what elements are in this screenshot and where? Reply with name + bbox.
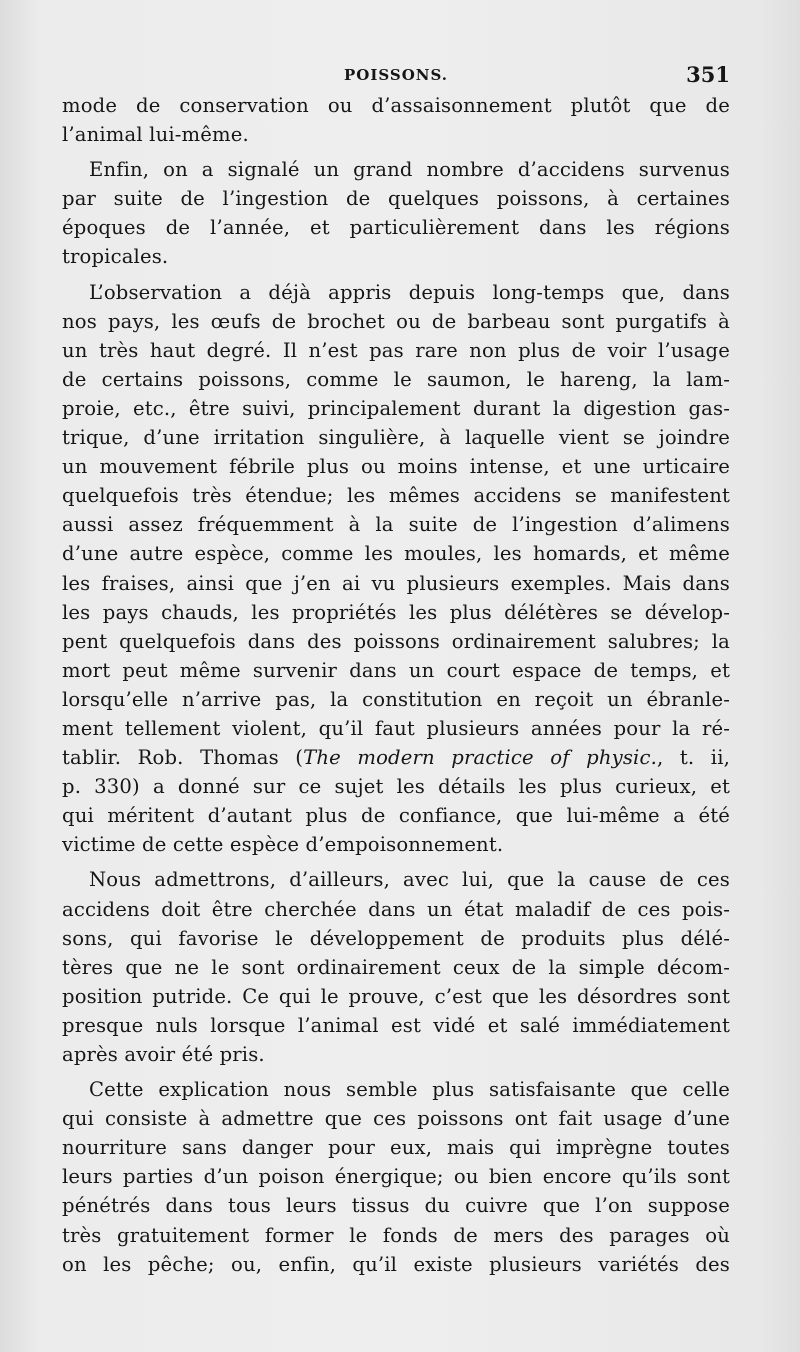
text-line: Cette explication nous semble plus satisfaisante que celle — [89, 1078, 730, 1102]
text-line: quelquefois très étendue; les mêmes accidens se manifestent — [62, 484, 730, 508]
text-line: mort peut même survenir dans un court espace de temps, et — [62, 658, 730, 682]
citation-prefix: tablir. Rob. Thomas ( — [62, 746, 304, 770]
text-line: leurs parties d’un poison énergique; ou bien encore qu’ils sont — [62, 1165, 730, 1189]
text-line: trique, d’une irritation singulière, à laquelle vient se joindre — [62, 426, 730, 450]
text-line: aussi assez fréquemment à la suite de l’ingestion d’alimens — [62, 513, 730, 537]
text-line: p. 330) a donné sur ce sujet les détails les plus curieux, et — [62, 775, 730, 799]
page-number: 351 — [686, 62, 730, 87]
text-line: tères que ne le sont ordinairement ceux de la simple décom- — [62, 955, 730, 979]
text-line: lorsqu’elle n’arrive pas, la constitution en reçoit un ébranle- — [62, 687, 730, 711]
text-line: par suite de l’ingestion de quelques poissons, à certaines — [62, 187, 730, 211]
text-line: proie, etc., être suivi, principalement durant la digestion gas- — [62, 396, 730, 420]
text-line: d’une autre espèce, comme les moules, les homards, et même — [62, 542, 730, 566]
paragraph — [62, 91, 730, 149]
paragraph — [62, 278, 730, 860]
text-line: position putride. Ce qui le prouve, c’est que les désordres sont — [62, 984, 730, 1008]
text-line: qui méritent d’autant plus de confiance, que lui-même a été — [62, 804, 730, 828]
paragraph — [62, 865, 730, 1069]
text-line: les pays chauds, les propriétés les plus délétères se dévelop- — [62, 600, 730, 624]
text-line: de certains poissons, comme le saumon, le hareng, la lam- — [62, 367, 730, 391]
text-line: mode de conservation ou d’assaisonnement plutôt que de — [62, 94, 730, 117]
text-line: les fraises, ainsi que j’en ai vu plusieurs exemples. Mais dans — [62, 571, 730, 595]
text-line: pent quelquefois dans des poissons ordinairement salubres; la — [62, 629, 730, 653]
text-line: presque nuls lorsque l’animal est vidé et salé immédiatement — [62, 1013, 730, 1037]
text-line: accidens doit être cherchée dans un état maladif de ces pois- — [62, 897, 730, 921]
text-line: pénétrés dans tous leurs tissus du cuivre que l’on suppose — [62, 1194, 730, 1218]
paragraph — [62, 155, 730, 271]
text-line: ment tellement violent, qu’il faut plusieurs années pour la ré- — [62, 716, 730, 740]
text-line: nos pays, les œufs de brochet ou de barbeau sont purgatifs à — [62, 309, 730, 333]
text-line: après avoir été pris. — [62, 1043, 265, 1066]
running-title: POISSONS. — [344, 66, 448, 84]
citation-title: The modern practice of physic. — [303, 746, 657, 770]
text-line: Enfin, on a signalé un grand nombre d’accidens survenus — [89, 158, 730, 182]
text-line: Nous admettrons, d’ailleurs, avec lui, que la cause de ces — [89, 868, 730, 892]
text-line: un mouvement fébrile plus ou moins intense, et une urticaire — [62, 455, 730, 479]
text-line: l’animal lui-même. — [62, 123, 249, 147]
text-line: époques de l’année, et particulièrement dans les régions — [62, 216, 730, 240]
text-line: qui consiste à admettre que ces poissons ont fait usage d’une — [62, 1107, 730, 1131]
running-head — [62, 60, 730, 90]
text-line: L’observation a déjà appris depuis long-temps que, dans — [89, 280, 730, 304]
body-text — [62, 91, 730, 1279]
text-line: nourriture sans danger pour eux, mais qui imprègne toutes — [62, 1136, 730, 1160]
text-line: tropicales. — [62, 245, 169, 269]
text-line: un très haut degré. Il n’est pas rare non plus de voir l’usage — [62, 338, 730, 362]
text-line: très gratuitement former le fonds de mers des parages où — [62, 1223, 730, 1247]
paragraph — [62, 1075, 730, 1279]
citation-line — [62, 743, 730, 772]
text-line: on les pêche; ou, enfin, qu’il existe plusieurs variétés des — [62, 1252, 730, 1276]
citation-suffix: , t. ii, — [656, 746, 730, 770]
text-line: victime de cette espèce d’empoisonnement. — [62, 833, 504, 857]
text-line: sons, qui favorise le développement de produits plus délé- — [62, 926, 730, 950]
